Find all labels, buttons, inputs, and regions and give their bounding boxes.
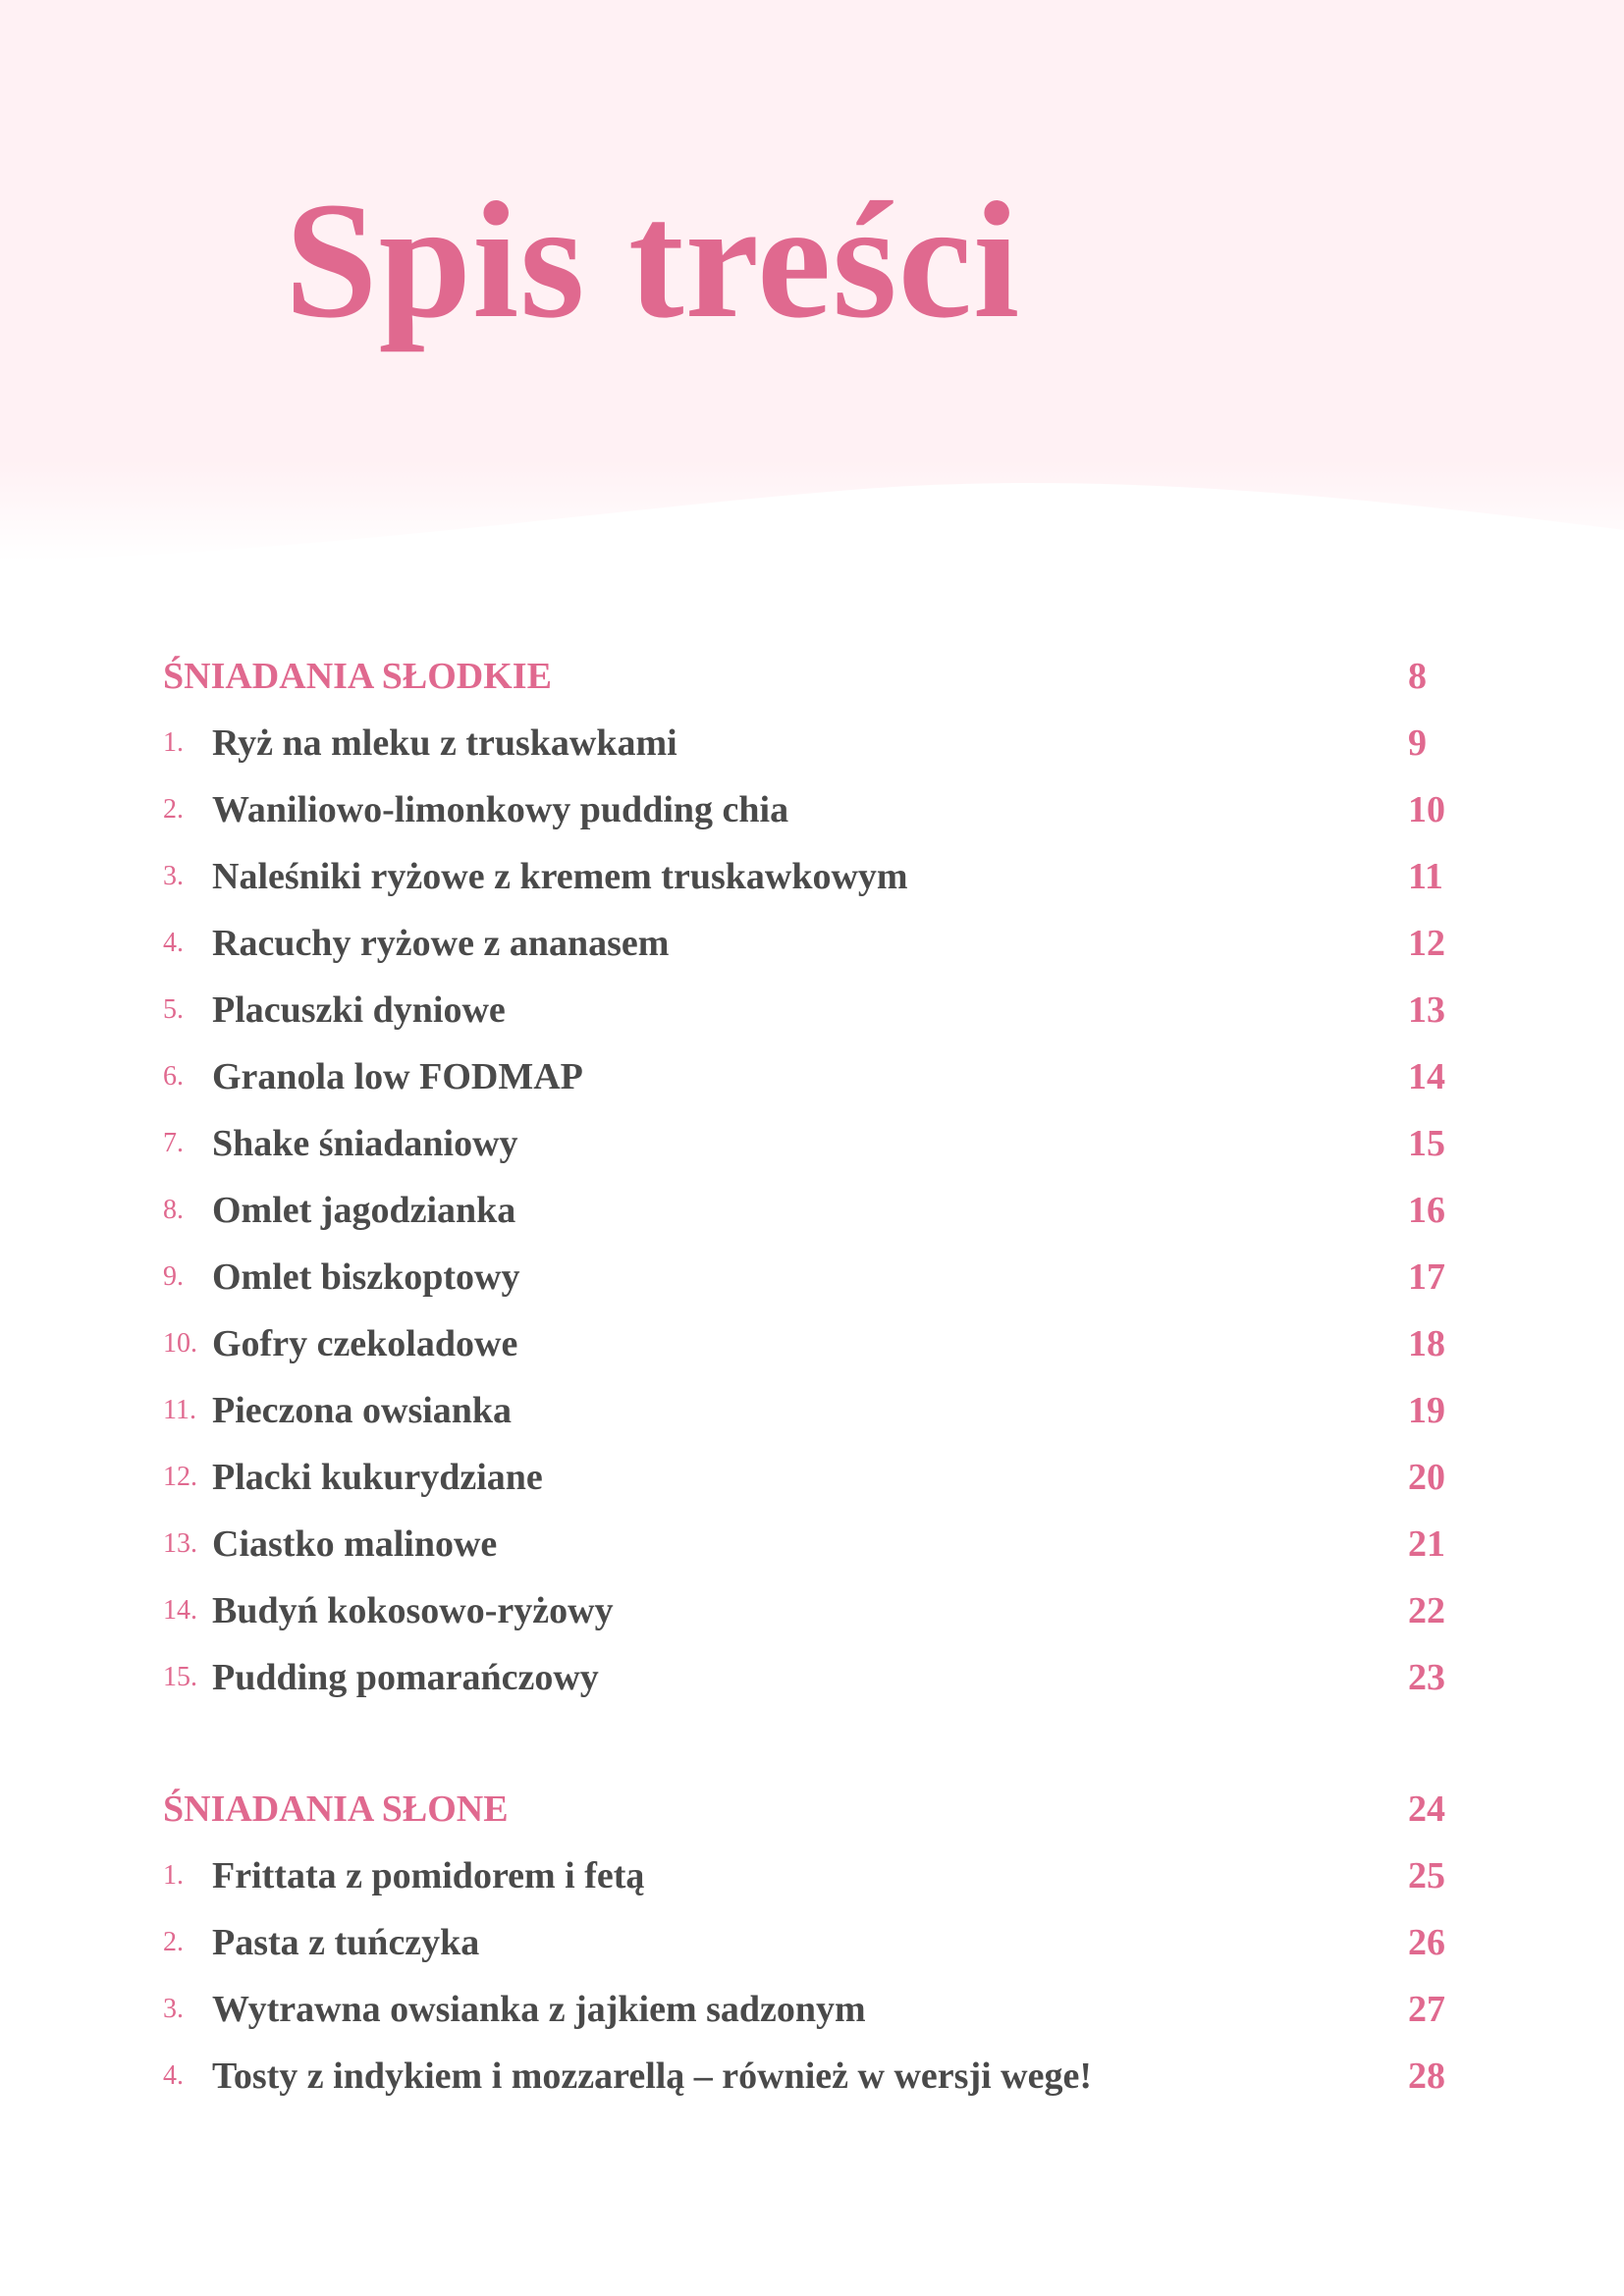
entry-number: 15. [163,1662,197,1692]
entry-number: 1. [163,727,184,758]
toc-entry [163,2043,1464,2109]
entry-page-number: 21 [1408,1523,1445,1565]
entry-page-number: 18 [1408,1323,1445,1364]
entry-page-number: 16 [1408,1190,1445,1231]
toc-entry [163,1909,1464,1976]
entry-page-number: 12 [1408,923,1445,964]
toc-entry [163,910,1464,977]
entry-number: 7. [163,1128,184,1158]
entry-title: Budyń kokosowo-ryżowy [212,1590,614,1631]
entry-number: 14. [163,1595,197,1626]
entry-number: 12. [163,1462,197,1492]
entry-number: 10. [163,1328,197,1359]
toc-entry [163,1310,1464,1377]
section-page-number: 24 [1408,1789,1445,1830]
entry-title: Tosty z indykiem i mozzarellą – również w wersji wege! [212,2056,1092,2097]
entry-title: Racuchy ryżowe z ananasem [212,923,670,964]
entry-page-number: 27 [1408,1989,1445,2030]
entry-number: 2. [163,1927,184,1957]
entry-title: Wytrawna owsianka z jajkiem sadzonym [212,1989,866,2030]
entry-number: 8. [163,1195,184,1225]
toc-section [163,643,1464,1711]
toc-entry [163,1177,1464,1244]
toc-entry [163,1511,1464,1577]
entry-page-number: 15 [1408,1123,1445,1164]
entry-page-number: 10 [1408,789,1445,830]
entry-number: 11. [163,1395,196,1425]
entry-page-number: 14 [1408,1056,1445,1097]
toc-entry [163,1842,1464,1909]
entry-page-number: 17 [1408,1256,1445,1298]
entry-number: 4. [163,928,184,958]
entry-page-number: 19 [1408,1390,1445,1431]
page-title: Spis treści [285,168,1021,352]
entry-title: Naleśniki ryżowe z kremem truskawkowym [212,856,908,897]
entry-number: 3. [163,1994,184,2024]
entry-title: Omlet jagodzianka [212,1190,516,1231]
entry-title: Gofry czekoladowe [212,1323,518,1364]
entry-page-number: 26 [1408,1922,1445,1963]
entry-page-number: 20 [1408,1457,1445,1498]
toc-entry [163,977,1464,1043]
entry-title: Granola low FODMAP [212,1056,583,1097]
entry-title: Pudding pomarańczowy [212,1657,599,1698]
entry-title: Placuszki dyniowe [212,989,506,1031]
entry-title: Pasta z tuńczyka [212,1922,480,1963]
toc-entry [163,710,1464,776]
section-heading-row [163,1776,1464,1842]
section-heading: ŚNIADANIA SŁONE [163,1789,509,1830]
section-page-number: 8 [1408,656,1427,697]
entry-title: Waniliowo-limonkowy pudding chia [212,789,789,830]
entry-number: 9. [163,1261,184,1292]
entry-page-number: 23 [1408,1657,1445,1698]
entry-title: Placki kukurydziane [212,1457,543,1498]
entry-page-number: 28 [1408,2056,1445,2097]
entry-number: 1. [163,1860,184,1891]
entry-title: Shake śniadaniowy [212,1123,518,1164]
toc-entry [163,1976,1464,2043]
entry-title: Ryż na mleku z truskawkami [212,722,677,764]
toc-entry [163,1577,1464,1644]
entry-number: 5. [163,994,184,1025]
toc-entry [163,843,1464,910]
entry-title: Pieczona owsianka [212,1390,513,1431]
toc-entry [163,776,1464,843]
toc-entry [163,1110,1464,1177]
entry-title: Frittata z pomidorem i fetą [212,1855,645,1896]
entry-number: 3. [163,861,184,891]
entry-page-number: 22 [1408,1590,1445,1631]
entry-page-number: 25 [1408,1855,1445,1896]
entry-title: Omlet biszkoptowy [212,1256,520,1298]
entry-page-number: 11 [1408,856,1443,897]
section-heading-row [163,643,1464,710]
table-of-contents [163,643,1464,2109]
toc-entry [163,1444,1464,1511]
toc-entry [163,1644,1464,1711]
entry-page-number: 9 [1408,722,1427,764]
toc-entry [163,1377,1464,1444]
toc-entry [163,1043,1464,1110]
entry-title: Ciastko malinowe [212,1523,498,1565]
toc-entry [163,1244,1464,1310]
entry-number: 13. [163,1528,197,1559]
entry-number: 4. [163,2060,184,2091]
entry-number: 2. [163,794,184,825]
entry-number: 6. [163,1061,184,1092]
entry-page-number: 13 [1408,989,1445,1031]
toc-section [163,1776,1464,2109]
section-heading: ŚNIADANIA SŁODKIE [163,656,552,697]
